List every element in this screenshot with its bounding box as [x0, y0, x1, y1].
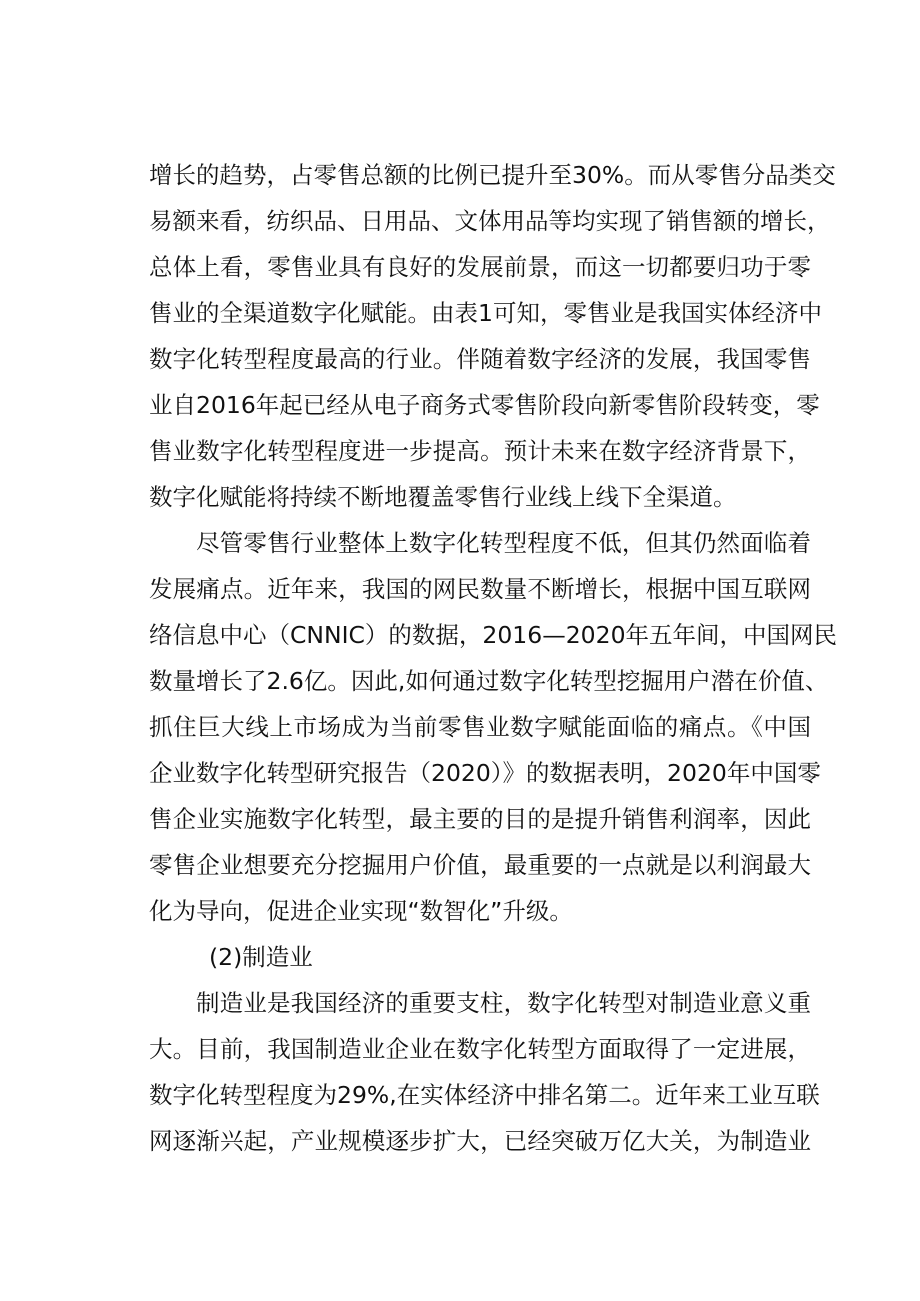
text-line: 制造业是我国经济的重要支柱，数字化转型对制造业意义重 — [196, 989, 811, 1017]
text-line: 络信息中心（CNNIC）的数据，2016—2020年五年间，中国网民 — [149, 621, 838, 649]
paragraph-manufacturing — [149, 980, 820, 1164]
text-line: 数量增长了2.6亿。因此,如何通过数字化转型挖掘用户潜在价值、 — [149, 667, 829, 695]
text-line: 抓住巨大线上市场成为当前零售业数字赋能面临的痛点。《中国 — [149, 713, 811, 741]
text-line: 易额来看，纺织品、日用品、文体用品等均实现了销售额的增长， — [149, 207, 831, 235]
text-line: 售企业实施数字化转型，最主要的目的是提升销售利润率，因此 — [149, 805, 811, 833]
paragraph-retail-pain-points — [149, 520, 838, 934]
section-heading: (2)制造业 — [209, 943, 313, 971]
text-line: 增长的趋势，占零售总额的比例已提升至30%。而从零售分品类交 — [149, 161, 836, 189]
text-line: 零售企业想要充分挖掘用户价值，最重要的一点就是以利润最大 — [149, 851, 811, 879]
text-line: 售业数字化转型程度进一步提高。预计未来在数字经济背景下， — [149, 437, 811, 465]
text-line: 发展痛点。近年来，我国的网民数量不断增长，根据中国互联网 — [149, 575, 811, 603]
text-line: 尽管零售行业整体上数字化转型程度不低，但其仍然面临着 — [196, 529, 811, 557]
text-line: 总体上看，零售业具有良好的发展前景，而这一切都要归功于零 — [149, 253, 811, 281]
text-line: 网逐渐兴起，产业规模逐步扩大，已经突破万亿大关，为制造业 — [149, 1127, 811, 1155]
page-body — [149, 152, 838, 1164]
text-line: 业自2016年起已经从电子商务式零售阶段向新零售阶段转变，零 — [149, 391, 820, 419]
section-heading-manufacturing — [149, 934, 811, 980]
text-line: 数字化赋能将持续不断地覆盖零售行业线上线下全渠道。 — [149, 483, 737, 511]
text-line: 数字化转型程度为29%,在实体经济中排名第二。近年来工业互联 — [149, 1081, 820, 1109]
text-line: 化为导向，促进企业实现“数智化”升级。 — [149, 897, 573, 925]
paragraph-retail-growth — [149, 152, 836, 520]
text-line: 售业的全渠道数字化赋能。由表1可知，零售业是我国实体经济中 — [149, 299, 822, 327]
text-line: 大。目前，我国制造业企业在数字化转型方面取得了一定进展， — [149, 1035, 811, 1063]
text-line: 数字化转型程度最高的行业。伴随着数字经济的发展，我国零售 — [149, 345, 811, 373]
text-line: 企业数字化转型研究报告（2020）》的数据表明，2020年中国零 — [149, 759, 821, 787]
